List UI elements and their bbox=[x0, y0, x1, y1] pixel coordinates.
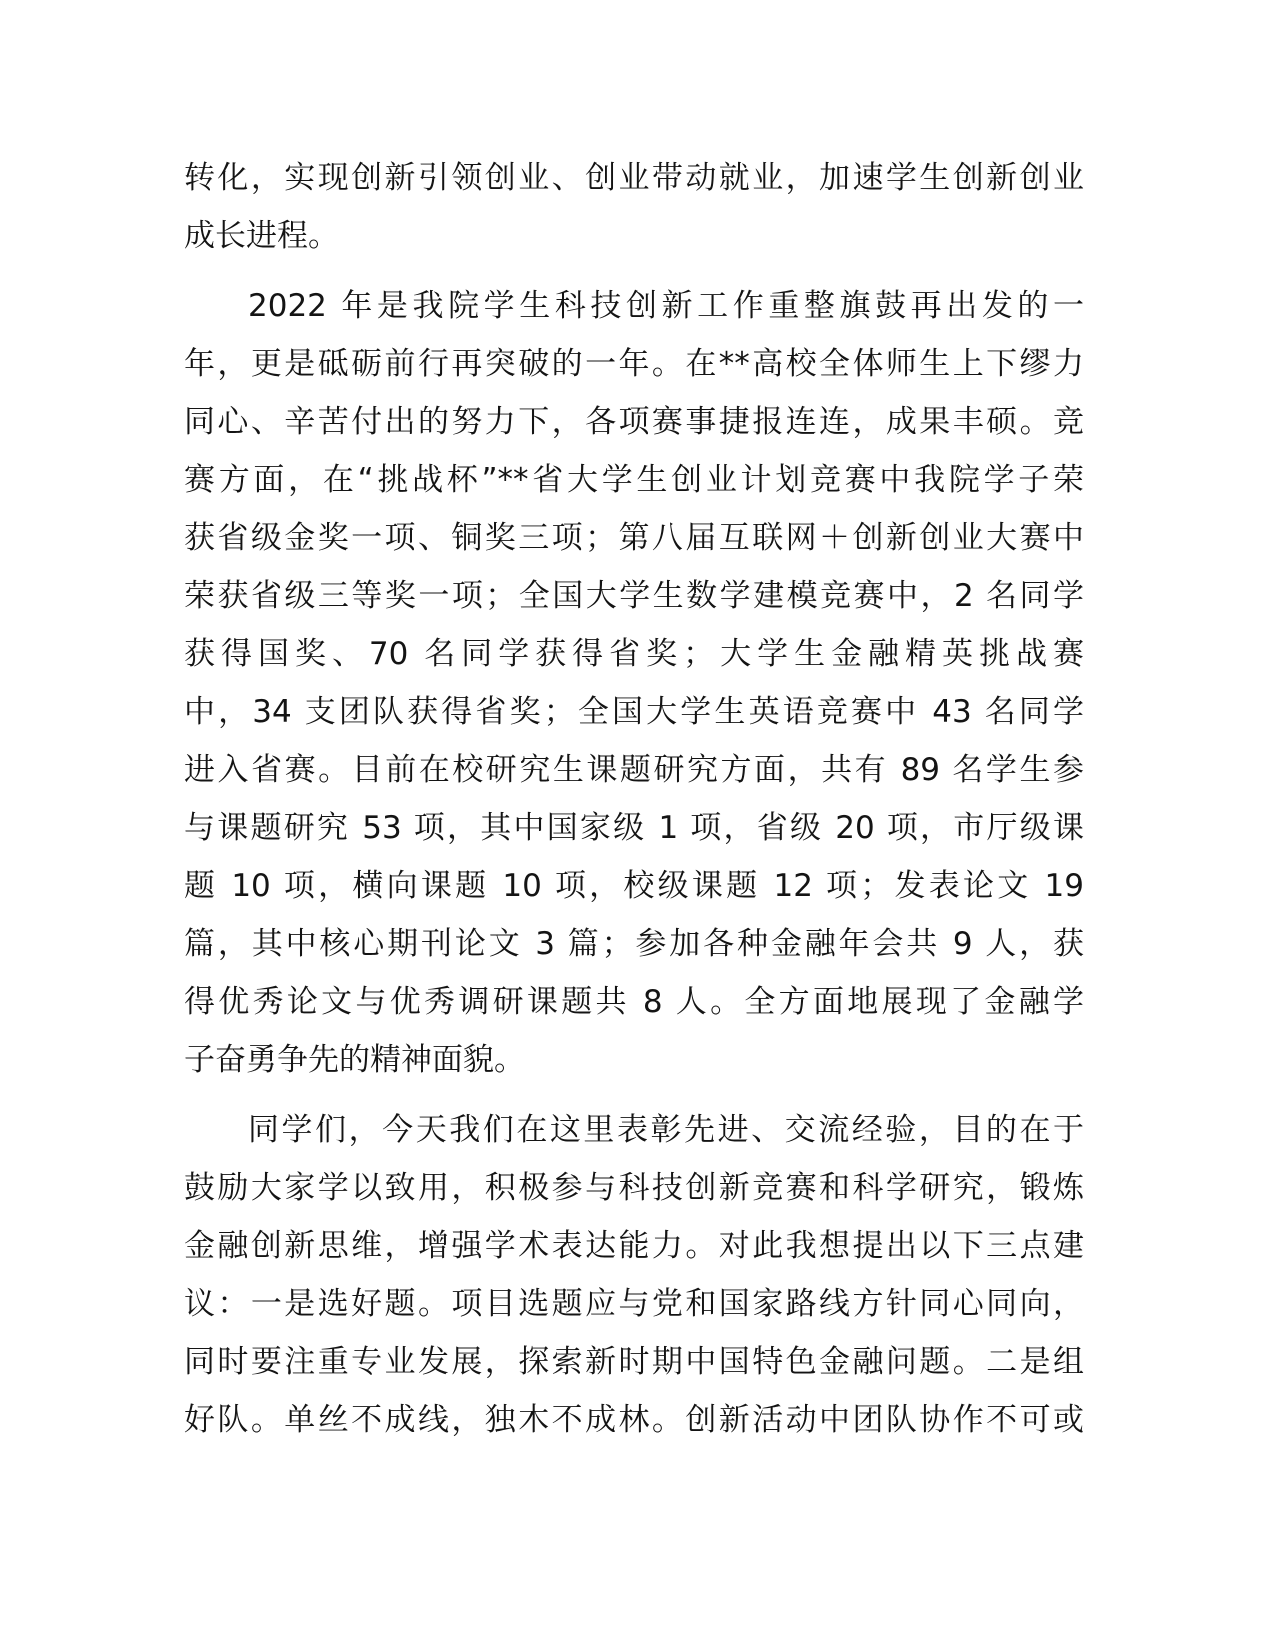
text-line: 赛方面，在“挑战杯”**省大学生创业计划竞赛中我院学子荣 bbox=[184, 462, 1084, 498]
text-line: 荣获省级三等奖一项；全国大学生数学建模竞赛中，2 名同学 bbox=[184, 578, 1084, 614]
text-line: 获省级金奖一项、铜奖三项；第八届互联网＋创新创业大赛中 bbox=[184, 520, 1084, 556]
text-line: 同学们，今天我们在这里表彰先进、交流经验，目的在于 bbox=[248, 1112, 1084, 1148]
document-body bbox=[184, 149, 1084, 1461]
text-line: 获得国奖、70 名同学获得省奖；大学生金融精英挑战赛 bbox=[184, 636, 1084, 672]
text-line: 子奋勇争先的精神面貌。 bbox=[184, 1042, 525, 1078]
paragraph-3 bbox=[184, 1101, 1084, 1449]
text-line: 2022 年是我院学生科技创新工作重整旗鼓再出发的一 bbox=[248, 288, 1084, 324]
text-line: 进入省赛。目前在校研究生课题研究方面，共有 89 名学生参 bbox=[184, 752, 1084, 788]
paragraph-1 bbox=[184, 149, 1084, 265]
text-line: 年，更是砥砺前行再突破的一年。在**高校全体师生上下缪力 bbox=[184, 346, 1084, 382]
text-line: 转化，实现创新引领创业、创业带动就业，加速学生创新创业 bbox=[184, 160, 1084, 196]
text-line: 金融创新思维，增强学术表达能力。对此我想提出以下三点建 bbox=[184, 1228, 1084, 1264]
text-line: 篇，其中核心期刊论文 3 篇；参加各种金融年会共 9 人，获 bbox=[184, 926, 1084, 962]
paragraph-2 bbox=[184, 277, 1084, 1089]
text-line: 得优秀论文与优秀调研课题共 8 人。全方面地展现了金融学 bbox=[184, 984, 1084, 1020]
text-line: 与课题研究 53 项，其中国家级 1 项，省级 20 项，市厅级课 bbox=[184, 810, 1084, 846]
text-line: 成长进程。 bbox=[184, 218, 339, 254]
text-line: 好队。单丝不成线，独木不成林。创新活动中团队协作不可或 bbox=[184, 1402, 1084, 1438]
text-line: 中，34 支团队获得省奖；全国大学生英语竞赛中 43 名同学 bbox=[184, 694, 1084, 730]
text-line: 同时要注重专业发展，探索新时期中国特色金融问题。二是组 bbox=[184, 1344, 1084, 1380]
text-line: 鼓励大家学以致用，积极参与科技创新竞赛和科学研究，锻炼 bbox=[184, 1170, 1084, 1206]
text-line: 议：一是选好题。项目选题应与党和国家路线方针同心同向， bbox=[184, 1286, 1084, 1322]
text-line: 题 10 项，横向课题 10 项，校级课题 12 项；发表论文 19 bbox=[184, 868, 1084, 904]
text-line: 同心、辛苦付出的努力下，各项赛事捷报连连，成果丰硕。竞 bbox=[184, 404, 1084, 440]
